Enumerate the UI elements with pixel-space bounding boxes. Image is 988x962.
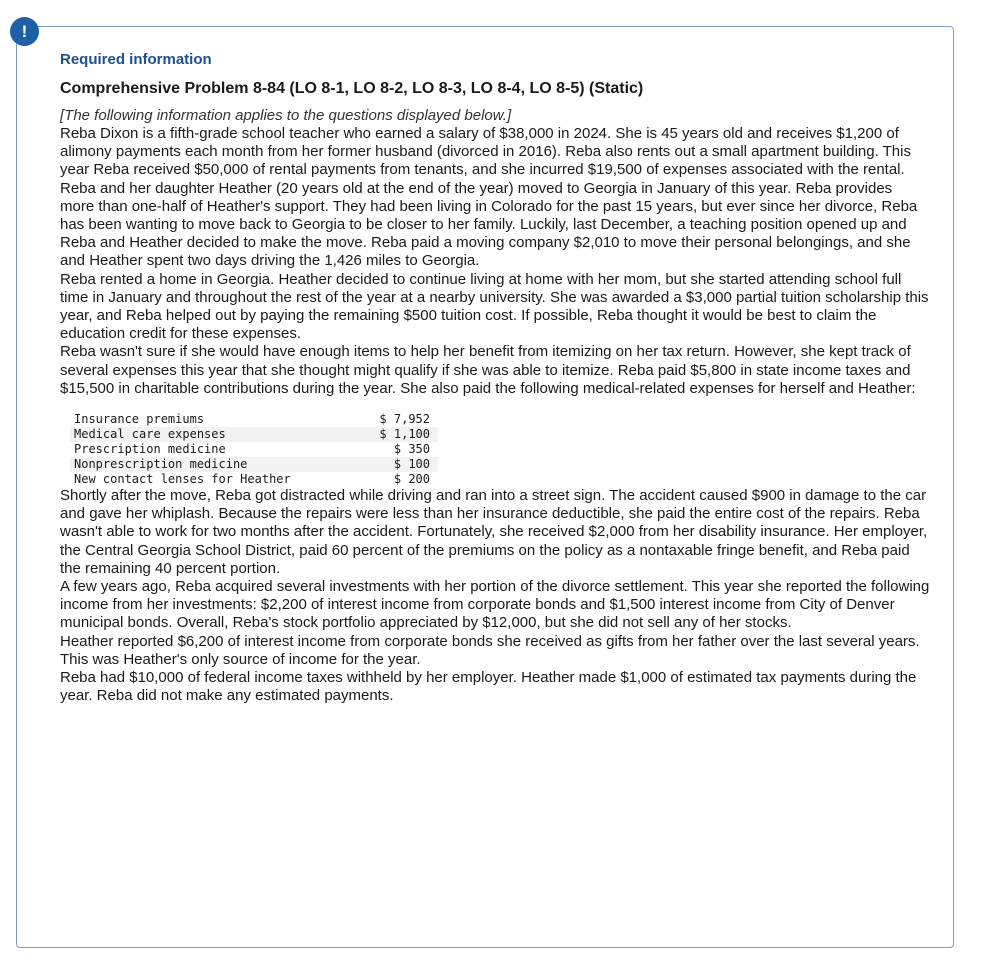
paragraph-education: Reba rented a home in Georgia. Heather decided to continue living at home with her mom, but she started attending school full time in January and throughout the rest of the year at a nearby university. She was awarded a $3,000 partial tuition scholarship this year, and Reba helped out by paying the remaining $500 tuition cost. If possible, Reba thought it would be best to claim the education credit for these expenses. (60, 270, 929, 343)
paragraph-accident: Shortly after the move, Reba got distracted while driving and ran into a street sign. The accident caused $900 in damage to the car and gave her whiplash. Because the repairs were less than her insurance deductible, she paid the entire cost of the repairs. Reba wasn't able to work for two months after the accident. Fortunately, she received $2,000 from her disability insurance. Her employer, the Central Georgia School District, paid 60 percent of the premiums on the policy as a nontaxable fringe benefit, and Reba paid the remaining 40 percent portion. (60, 487, 928, 577)
required-information-panel (16, 26, 954, 948)
required-information-heading: Required information (60, 51, 212, 68)
applies-note: [The following information applies to the questions displayed below.] (60, 107, 512, 124)
expense-amount: $ 200 (393, 472, 430, 487)
paragraph-itemizing: Reba wasn't sure if she would have enough items to help her benefit from itemizing on her tax return. However, she kept track of several expenses this year that she thought might qualify if she was able to itemize. Reba paid $5,800 in state income taxes and $15,500 in charitable contributions during the year. She also paid the following medical-related expenses for herself and Heather: (60, 343, 916, 397)
expense-amount: $ 1,100 (368, 427, 438, 442)
paragraph-income: Reba Dixon is a fifth-grade school teacher who earned a salary of $38,000 in 2024. She is 45 years old and receives $1,200 of alimony payments each month from her former husband (divorced in 2016). Reba also rents out a small apartment building. This year Reba received $50,000 of rental payments from tenants, and she incurred $19,500 of expenses associated with the rental. (60, 125, 911, 179)
medical-expense-table (70, 412, 438, 487)
paragraph-heather-income: Heather reported $6,200 of interest income from corporate bonds she received as gifts from her father over the last several years. This was Heather's only source of income for the year. (60, 632, 920, 668)
panel-content (60, 51, 930, 705)
table-row (70, 412, 438, 427)
paragraph-withholding: Reba had $10,000 of federal income taxes withheld by her employer. Heather made $1,000 of estimated tax payments during the year. Reba did not make any estimated payments. (60, 669, 917, 705)
expense-label: Prescription medicine (74, 442, 226, 457)
expense-label: New contact lenses for Heather (74, 472, 291, 487)
expense-label: Nonprescription medicine (70, 457, 368, 472)
expense-amount: $ 100 (368, 457, 438, 472)
expense-label: Medical care expenses (70, 427, 368, 442)
expense-amount: $ 350 (393, 442, 430, 457)
exclamation-icon: ! (10, 17, 39, 46)
table-row (70, 427, 438, 442)
problem-title: Comprehensive Problem 8-84 (LO 8-1, LO 8-2, LO 8-3, LO 8-4, LO 8-5) (Static) (60, 80, 644, 97)
expense-label: Insurance premiums (74, 412, 205, 427)
table-row (70, 457, 438, 472)
expense-amount: $ 7,952 (379, 412, 430, 427)
table-row (70, 442, 438, 457)
table-row (70, 472, 438, 487)
paragraph-move: Reba and her daughter Heather (20 years old at the end of the year) moved to Georgia in January of this year. Reba provides more than one-half of Heather's support. They had been living in Colorado for the past 15 years, but ever since her divorce, Reba has been wanting to move back to Georgia to be closer to her family. Luckily, last December, a teaching position opened up and Reba and Heather decided to make the move. Reba paid a moving company $2,010 to move their personal belongings, and she and Heather spent two days driving the 1,426 miles to Georgia. (60, 179, 918, 270)
paragraph-investments: A few years ago, Reba acquired several investments with her portion of the divorce settlement. This year she reported the following income from her investments: $2,200 of interest income from corporate bonds and $1,500 interest income from City of Denver municipal bonds. Overall, Reba's stock portfolio appreciated by $12,000, but she did not sell any of her stocks. (60, 578, 930, 632)
